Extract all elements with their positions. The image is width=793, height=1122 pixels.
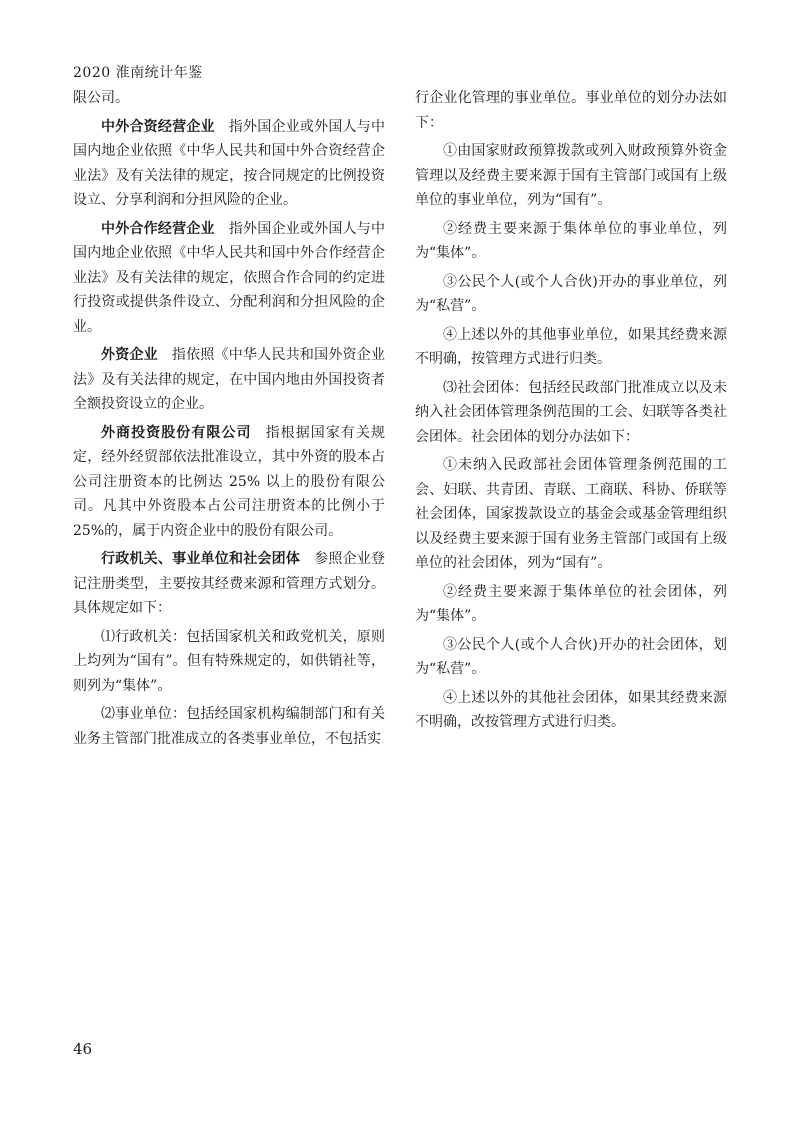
running-header: 2020 淮南统计年鉴 bbox=[73, 65, 203, 81]
paragraph bbox=[73, 702, 385, 751]
paragraph: ④上述以外的其他事业单位，如果其经费来源不明确，按管理方式进行归类。 bbox=[415, 326, 727, 367]
paragraph: ⑶社会团体：包括经民政部门批准成立以及未纳入社会团体管理条例范围的工会、妇联等各类社会团体。社会团体的划分办法如下： bbox=[415, 379, 727, 445]
left-column bbox=[73, 86, 385, 755]
paragraph-text: 指依照《中华人民共和国外资企业法》及有关法律的规定，在中国内地由外国投资者全额投资设立的企业。 bbox=[73, 347, 386, 412]
page-number: 46 bbox=[73, 1040, 93, 1058]
paragraph bbox=[73, 115, 385, 213]
paragraph: ②经费主要来源于集体单位的社会团体，列为“集体”。 bbox=[415, 583, 727, 624]
term-heading: 中外合资经营企业 bbox=[101, 118, 215, 135]
paragraph-text: 指外国企业或外国人与中国内地企业依照《中华人民共和国中外合资经营企业法》及有关法律的规定，按合同规定的比例投资设立、分享利润和分担风险的企业。 bbox=[73, 118, 386, 208]
paragraph-text: 指外国企业或外国人与中国内地企业依照《中华人民共和国中外合作经营企业法》及有关法律的规定，依照合作合同的约定进行投资或提供条件设立、分配利润和分担风险的企业。 bbox=[73, 220, 386, 335]
paragraph: ①由国家财政预算拨款或列入财政预算外资金管理以及经费主要来源于国有主管部门或国有上级单位的事业单位，列为“国有”。 bbox=[415, 143, 727, 208]
term-heading: 外资企业 bbox=[101, 347, 158, 363]
paragraph: 行企业化管理的事业单位。事业单位的划分办法如下： bbox=[415, 90, 727, 131]
term-heading: 中外合作经营企业 bbox=[101, 220, 215, 237]
term-heading: 外商投资股份有限公司 bbox=[101, 424, 252, 441]
paragraph: ②经费主要来源于集体单位的事业单位，列为“集体”。 bbox=[415, 220, 727, 261]
paragraph-text: ⑵事业单位：包括经国家机构编制部门和有关业务主管部门批准成立的各类事业单位，不包括实 bbox=[73, 706, 385, 747]
paragraph-text: 指根据国家有关规定，经外经贸部依法批准设立，其中外资的股本占公司注册资本的比例达 25% 以上的股份有限公司。凡其中外资股本占公司注册资本的比例小于25%的，属于内资企业中的股份有限公司。 bbox=[73, 424, 386, 539]
paragraph bbox=[73, 421, 385, 544]
paragraph-text: 限公司。 bbox=[73, 90, 129, 106]
paragraph bbox=[73, 547, 385, 621]
paragraph: ③公民个人(或个人合伙)开办的社会团体，划为“私营”。 bbox=[415, 636, 727, 677]
right-column bbox=[415, 86, 727, 739]
paragraph: ④上述以外的其他社会团体，如果其经费来源不明确，改按管理方式进行归类。 bbox=[415, 689, 727, 730]
paragraph-text: ⑴行政机关：包括国家机关和政党机关，原则上均列为“国有”。但有特殊规定的，如供销社等，则列为“集体”。 bbox=[73, 628, 385, 694]
paragraph bbox=[73, 86, 385, 111]
paragraph: ①未纳入民政部社会团体管理条例范围的工会、妇联、共青团、青联、工商联、科协、侨联等社会团体，国家拨款设立的基金会或基金管理组织以及经费主要来源于国有业务主管部门或国有上级单位的社会团体，列为“国有”。 bbox=[415, 457, 727, 571]
paragraph-text: 参照企业登记注册类型，主要按其经费来源和管理方式划分。具体规定如下： bbox=[73, 551, 386, 616]
paragraph: ③公民个人(或个人合伙)开办的事业单位，列为“私营”。 bbox=[415, 273, 727, 314]
term-heading: 行政机关、事业单位和社会团体 bbox=[101, 551, 301, 567]
paragraph bbox=[73, 625, 385, 699]
paragraph bbox=[73, 217, 385, 340]
paragraph bbox=[73, 343, 385, 417]
